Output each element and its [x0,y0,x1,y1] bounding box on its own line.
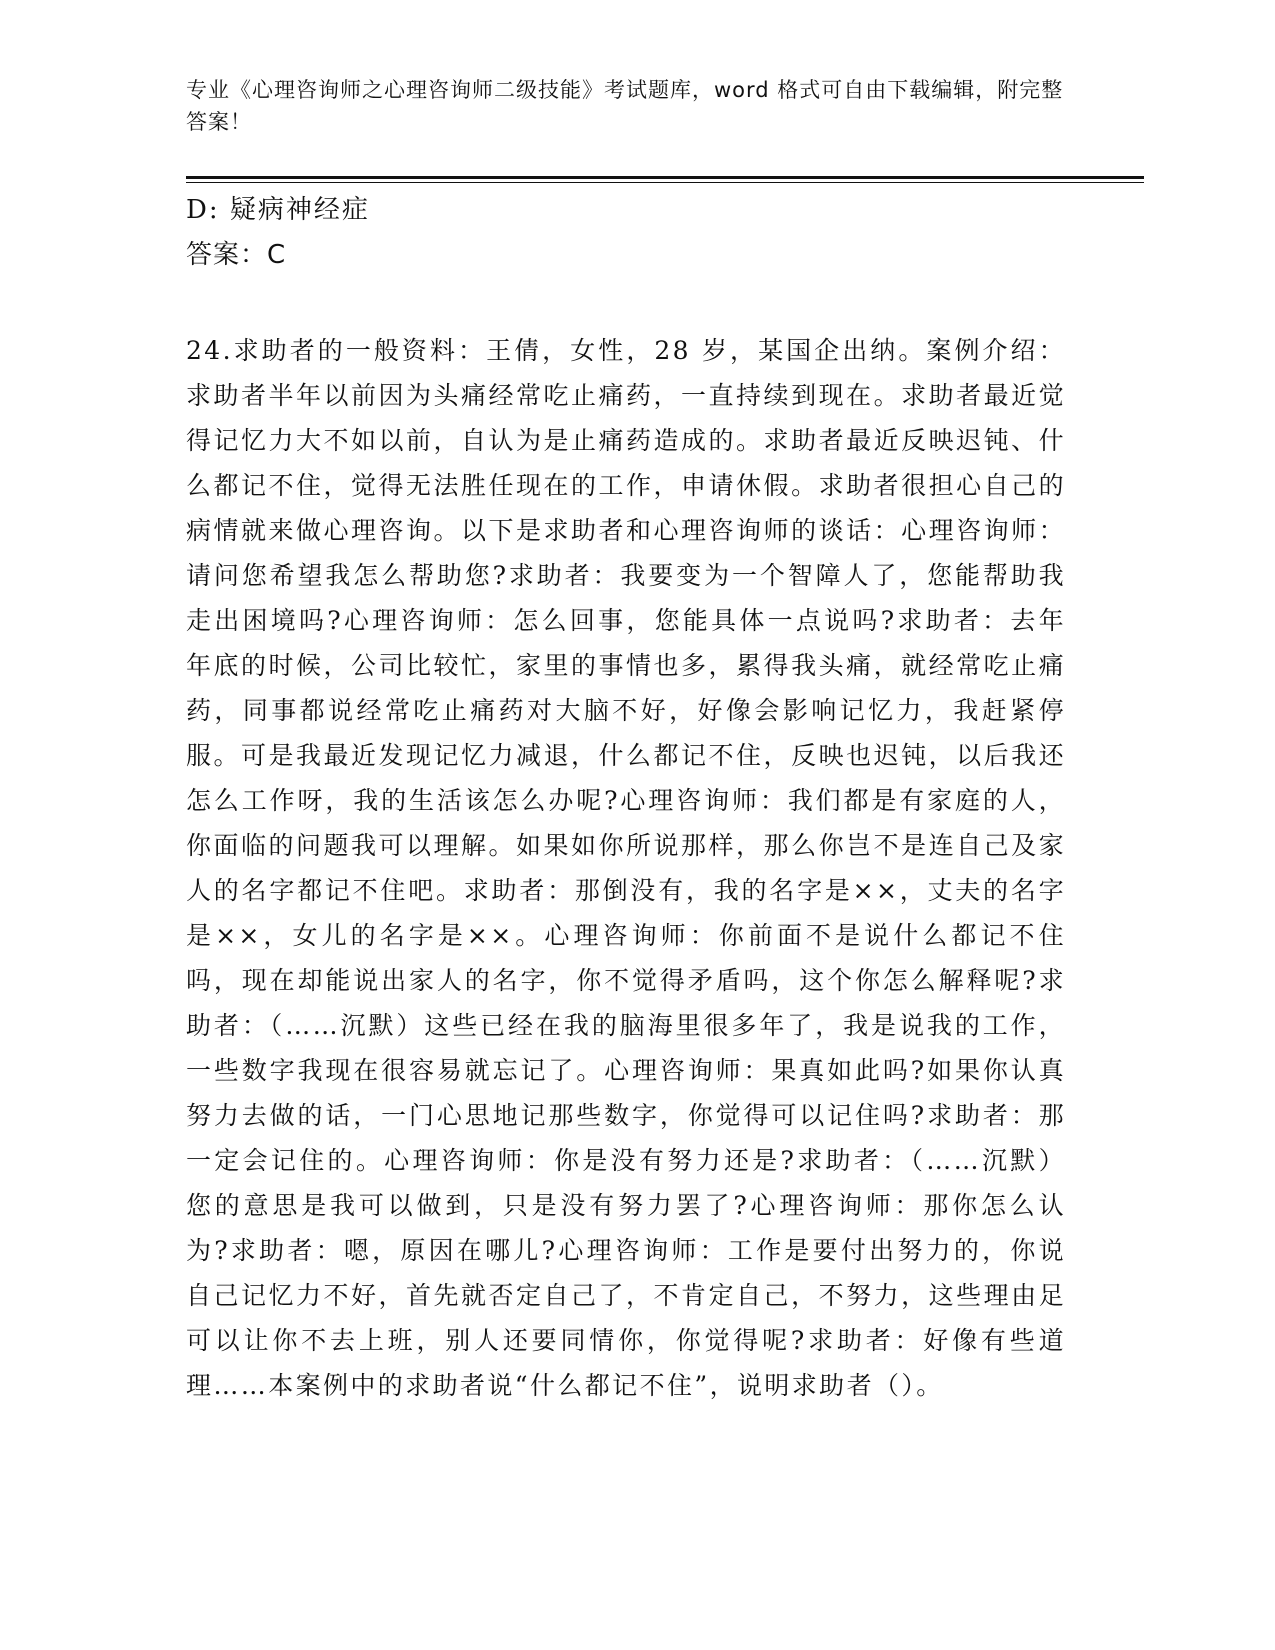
header-divider-thin [186,182,1144,183]
page-header-text: 专业《心理咨询师之心理咨询师二级技能》考试题库，word 格式可自由下载编辑，附完整答案！ [186,78,1064,134]
header-divider-thick [186,176,1144,179]
option-d: D: 疑病神经症 [186,195,370,225]
question-24-text: 24.求助者的一般资料：王倩，女性，28 岁，某国企出纳。案例介绍：求助者半年以前因为头痛经常吃止痛药，一直持续到现在。求助者最近觉得记忆力大不如以前，自认为是止痛药造成的。求助者最近反映迟钝、什么都记不住，觉得无法胜任现在的工作，申请休假。求助者很担心自己的病情就来做心理咨询。以下是求助者和心理咨询师的谈话：心理咨询师：请问您希望我怎么帮助您?求助者：我要变为一个智障人了，您能帮助我走出困境吗?心理咨询师：怎么回事，您能具体一点说吗?求助者：去年年底的时候，公司比较忙，家里的事情也多，累得我头痛，就经常吃止痛药，同事都说经常吃止痛药对大脑不好，好像会影响记忆力，我赶紧停服。可是我最近发现记忆力减退，什么都记不住，反映也迟钝，以后我还怎么工作呀，我的生活该怎么办呢?心理咨询师：我们都是有家庭的人，你面临的问题我可以理解。如果如你所说那样，那么你岂不是连自己及家人的名字都记不住吧。求助者：那倒没有，我的名字是××，丈夫的名字是××，女儿的名字是××。心理咨询师：你前面不是说什么都记不住吗，现在却能说出家人的名字，你不觉得矛盾吗，这个你怎么解释呢?求助者：（……沉默）这些已经在我的脑海里很多年了，我是说我的工作，一些数字我现在很容易就忘记了。心理咨询师：果真如此吗?如果你认真努力去做的话，一门心思地记那些数字，你觉得可以记住吗?求助者：那一定会记住的。心理咨询师：你是没有努力还是?求助者：（……沉默）您的意思是我可以做到，只是没有努力罢了?心理咨询师：那你怎么认为?求助者：嗯，原因在哪儿?心理咨询师：工作是要付出努力的，你说自己记忆力不好，首先就否定自己了，不肯定自己，不努力，这些理由足可以让你不去上班，别人还要同情你，你觉得呢?求助者：好像有些道理……本案例中的求助者说“什么都记不住”，说明求助者（）。 [186,336,1066,1400]
answer-line: 答案：C [186,240,287,270]
